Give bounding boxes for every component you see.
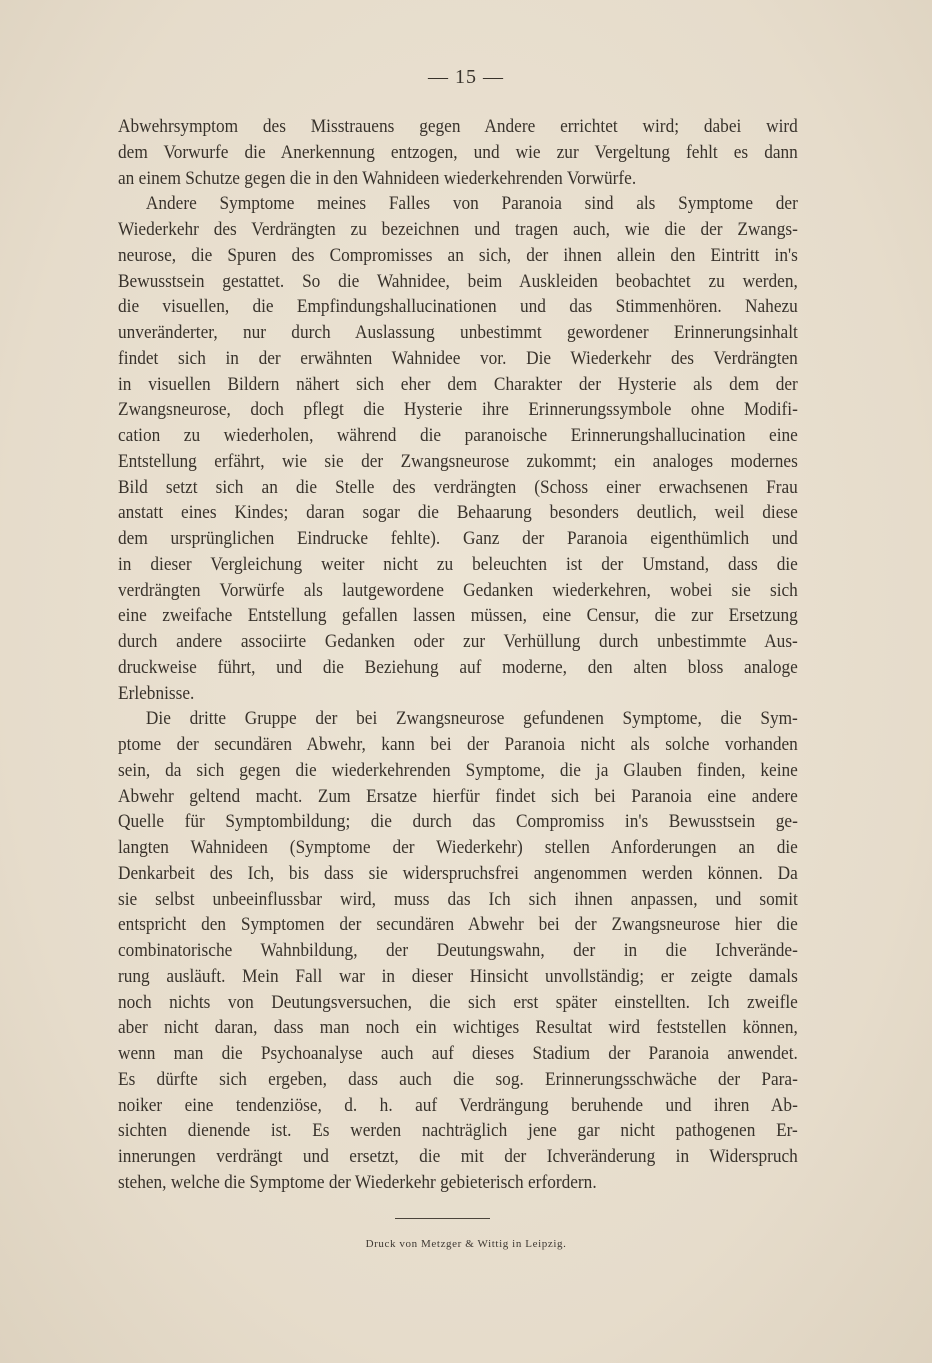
text-line: Entstellung erfährt, wie sie der Zwangsneurose zukommt; ein analoges modernes: [118, 450, 798, 472]
text-line: verdrängten Vorwürfe als lautgewordene Gedanken wiederkehren, wobei sie sich: [118, 579, 798, 601]
text-line: innerungen verdrängt und ersetzt, die mit der Ichveränderung in Widerspruch: [118, 1146, 798, 1167]
paragraph: [118, 114, 798, 191]
text-line: langten Wahnideen (Symptome der Wiederkehr) stellen Anforderungen an die: [118, 837, 798, 858]
text-line: cation zu wiederholen, während die paranoische Erinnerungshallucination eine: [118, 425, 798, 446]
text-line: unveränderter, nur durch Auslassung unbestimmt gewordener Erinnerungsinhalt: [118, 322, 798, 343]
text-line: sie selbst unbeeinflussbar wird, muss das Ich sich ihnen anpassen, und somit: [118, 888, 798, 910]
text-line: noiker eine tendenziöse, d. h. auf Verdrängung beruhende und ihren Ab-: [118, 1094, 798, 1116]
text-line: an einem Schutze gegen die in den Wahnideen wiederkehrenden Vorwürfe.: [118, 167, 637, 189]
page-number: — 15 —: [428, 66, 504, 88]
text-line: dem Vorwurfe die Anerkennung entzogen, und wie zur Vergeltung fehlt es dann: [118, 141, 798, 163]
text-line: Bild setzt sich an die Stelle des verdrängten (Schoss einer erwachsenen Frau: [118, 476, 798, 498]
text-line: Abwehr geltend macht. Zum Ersatze hierfür findet sich bei Paranoia eine andere: [118, 785, 798, 807]
printer-imprint: Druck von Metzger & Wittig in Leipzig.: [365, 1238, 567, 1250]
closing-rule: [395, 1218, 490, 1219]
text-line: dem ursprünglichen Eindrucke fehlte). Ganz der Paranoia eigenthümlich und: [118, 528, 798, 549]
text-line: eine zweifache Entstellung gefallen lassen müssen, eine Censur, die zur Ersetzung: [118, 605, 798, 627]
text-line: Andere Symptome meines Falles von Paranoia sind als Symptome der: [145, 193, 798, 215]
text-line: durch andere associirte Gedanken oder zur Verhüllung durch unbestimmte Aus-: [118, 631, 798, 652]
text-line: Es dürfte sich ergeben, dass auch die sog. Erinnerungsschwäche der Para-: [118, 1068, 798, 1090]
text-line: Bewusstsein gestattet. So die Wahnidee, beim Auskleiden beobachtet zu werden,: [118, 270, 798, 292]
text-line: aber nicht daran, dass man noch ein wichtiges Resultat wird feststellen können,: [118, 1017, 798, 1039]
text-line: combinatorische Wahnbildung, der Deutungswahn, der in die Ichverände-: [118, 940, 798, 961]
text-line: anstatt eines Kindes; daran sogar die Behaarung besonders deutlich, weil diese: [118, 502, 798, 524]
text-line: die visuellen, die Empfindungshallucinationen und das Stimmenhören. Nahezu: [118, 296, 798, 318]
body-text: [118, 114, 798, 1196]
text-line: rung ausläuft. Mein Fall war in dieser Hinsicht unvollständig; er zeigte damals: [118, 965, 798, 987]
text-line: Denkarbeit des Ich, bis dass sie widerspruchsfrei angenommen werden können. Da: [118, 862, 798, 884]
text-line: in visuellen Bildern nähert sich eher dem Charakter der Hysterie als dem der: [118, 373, 798, 395]
paragraph: [118, 191, 798, 706]
text-line: noch nichts von Deutungsversuchen, die sich erst später einstellten. Ich zweifle: [118, 991, 798, 1013]
text-line: druckweise führt, und die Beziehung auf moderne, den alten bloss analoge: [118, 656, 798, 678]
text-line: neurose, die Spuren des Compromisses an sich, der ihnen allein den Eintritt in's: [118, 244, 798, 266]
text-line: Abwehrsymptom des Misstrauens gegen Andere errichtet wird; dabei wird: [118, 116, 798, 137]
text-line: sichten dienende ist. Es werden nachträglich jene gar nicht pathogenen Er-: [118, 1120, 798, 1142]
text-line: Quelle für Symptombildung; die durch das Compromiss in's Bewusstsein ge-: [118, 811, 798, 833]
text-line: ptome der secundären Abwehr, kann bei der Paranoia nicht als solche vorhanden: [118, 734, 798, 755]
text-line: Die dritte Gruppe der bei Zwangsneurose gefundenen Symptome, die Sym-: [145, 708, 798, 730]
text-line: stehen, welche die Symptome der Wiederkehr gebieterisch erfordern.: [118, 1171, 597, 1193]
text-line: Wiederkehr des Verdrängten zu bezeichnen und tragen auch, wie die der Zwangs-: [118, 219, 798, 240]
text-line: Erlebnisse.: [118, 682, 195, 704]
text-line: in dieser Vergleichung weiter nicht zu beleuchten ist der Umstand, dass die: [118, 553, 798, 575]
text-line: wenn man die Psychoanalyse auch auf dieses Stadium der Paranoia anwendet.: [118, 1043, 798, 1064]
text-line: entspricht den Symptomen der secundären Abwehr bei der Zwangsneurose hier die: [118, 914, 798, 936]
text-line: findet sich in der erwähnten Wahnidee vor. Die Wiederkehr des Verdrängten: [118, 347, 798, 369]
text-line: Zwangsneurose, doch pflegt die Hysterie ihre Erinnerungssymbole ohne Modifi-: [118, 399, 798, 421]
text-line: sein, da sich gegen die wiederkehrenden Symptome, die ja Glauben finden, keine: [118, 759, 798, 781]
paragraph: [118, 706, 798, 1195]
